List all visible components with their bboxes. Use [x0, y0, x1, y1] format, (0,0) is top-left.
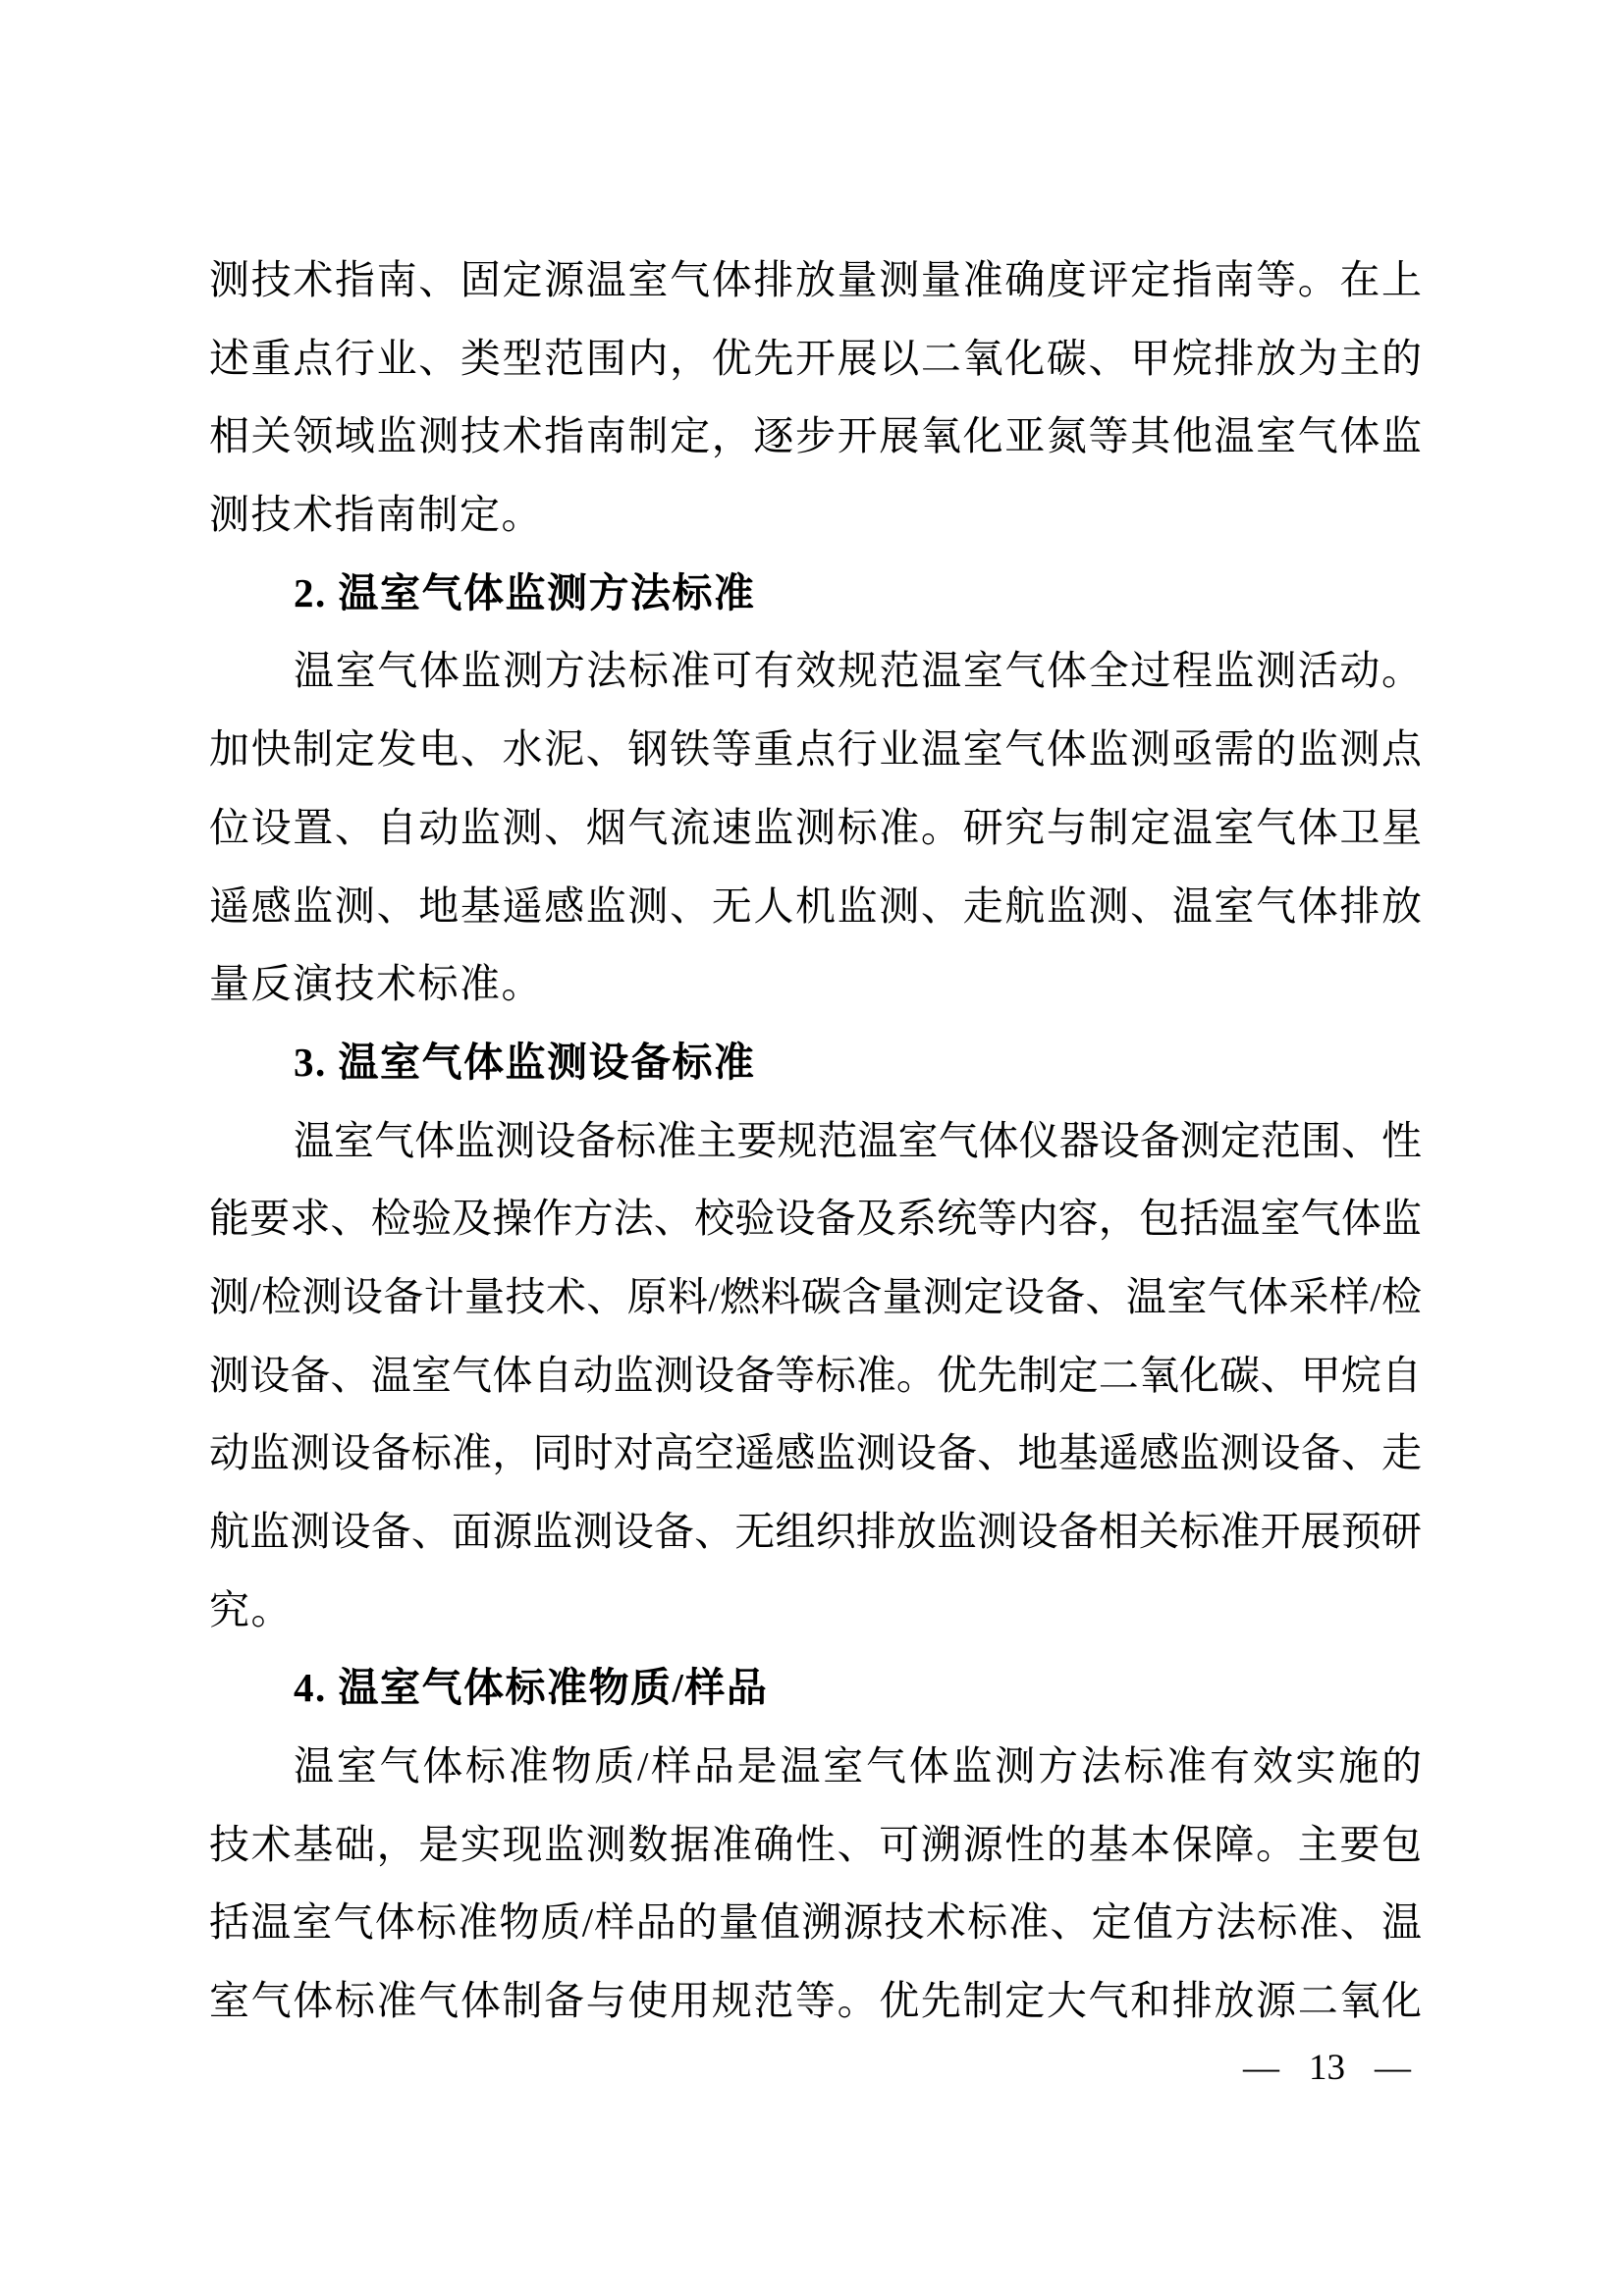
section-heading: 4. 温室气体标准物质/样品	[294, 1665, 769, 1711]
body-text-line: 温室气体监测设备标准主要规范温室气体仪器设备测定范围、性	[294, 1117, 1422, 1163]
body-text-line: 温室气体标准物质/样品是温室气体监测方法标准有效实施的	[294, 1743, 1422, 1789]
body-text-line: 遥感监测、地基遥感监测、无人机监测、走航监测、温室气体排放	[209, 882, 1422, 929]
body-text-line: 室气体标准气体制备与使用规范等。优先制定大气和排放源二氧化	[209, 1978, 1422, 2024]
section-heading: 2. 温室气体监测方法标准	[294, 569, 756, 615]
footer-dash-left: —	[1243, 2048, 1279, 2088]
body-text-line: 相关领域监测技术指南制定，逐步开展氧化亚氮等其他温室气体监	[209, 413, 1422, 459]
body-text-line: 究。	[209, 1586, 293, 1632]
body-text-line: 动监测设备标准，同时对高空遥感监测设备、地基遥感监测设备、走	[209, 1430, 1422, 1476]
body-text-line: 测设备、温室气体自动监测设备等标准。优先制定二氧化碳、甲烷自	[209, 1352, 1422, 1398]
body-text-line: 测技术指南、固定源温室气体排放量测量准确度评定指南等。在上	[209, 257, 1422, 302]
body-text-line: 位设置、自动监测、烟气流速监测标准。研究与制定温室气体卫星	[209, 804, 1422, 850]
footer-dash-right: —	[1375, 2048, 1411, 2088]
page-number: 13	[1309, 2048, 1345, 2088]
section-heading: 3. 温室气体监测设备标准	[294, 1039, 756, 1085]
body-text-line: 温室气体监测方法标准可有效规范温室气体全过程监测活动。	[294, 648, 1422, 694]
body-text-line: 测技术指南制定。	[209, 492, 543, 538]
page-footer	[1243, 2047, 1411, 2090]
body-text-line: 测/检测设备计量技术、原料/燃料碳含量测定设备、温室气体采样/检	[209, 1273, 1422, 1319]
body-text-line: 技术基础，是实现监测数据准确性、可溯源性的基本保障。主要包	[209, 1821, 1422, 1867]
body-text-line: 括温室气体标准物质/样品的量值溯源技术标准、定值方法标准、温	[209, 1899, 1422, 1946]
body-text-line: 量反演技术标准。	[209, 961, 543, 1007]
body-text-line: 述重点行业、类型范围内，优先开展以二氧化碳、甲烷排放为主的	[209, 335, 1422, 381]
document-body	[209, 241, 1422, 2041]
body-text-line: 航监测设备、面源监测设备、无组织排放监测设备相关标准开展预研	[209, 1509, 1422, 1554]
body-text-line: 能要求、检验及操作方法、校验设备及系统等内容，包括温室气体监	[209, 1196, 1422, 1242]
body-text-line: 加快制定发电、水泥、钢铁等重点行业温室气体监测亟需的监测点	[209, 726, 1422, 773]
